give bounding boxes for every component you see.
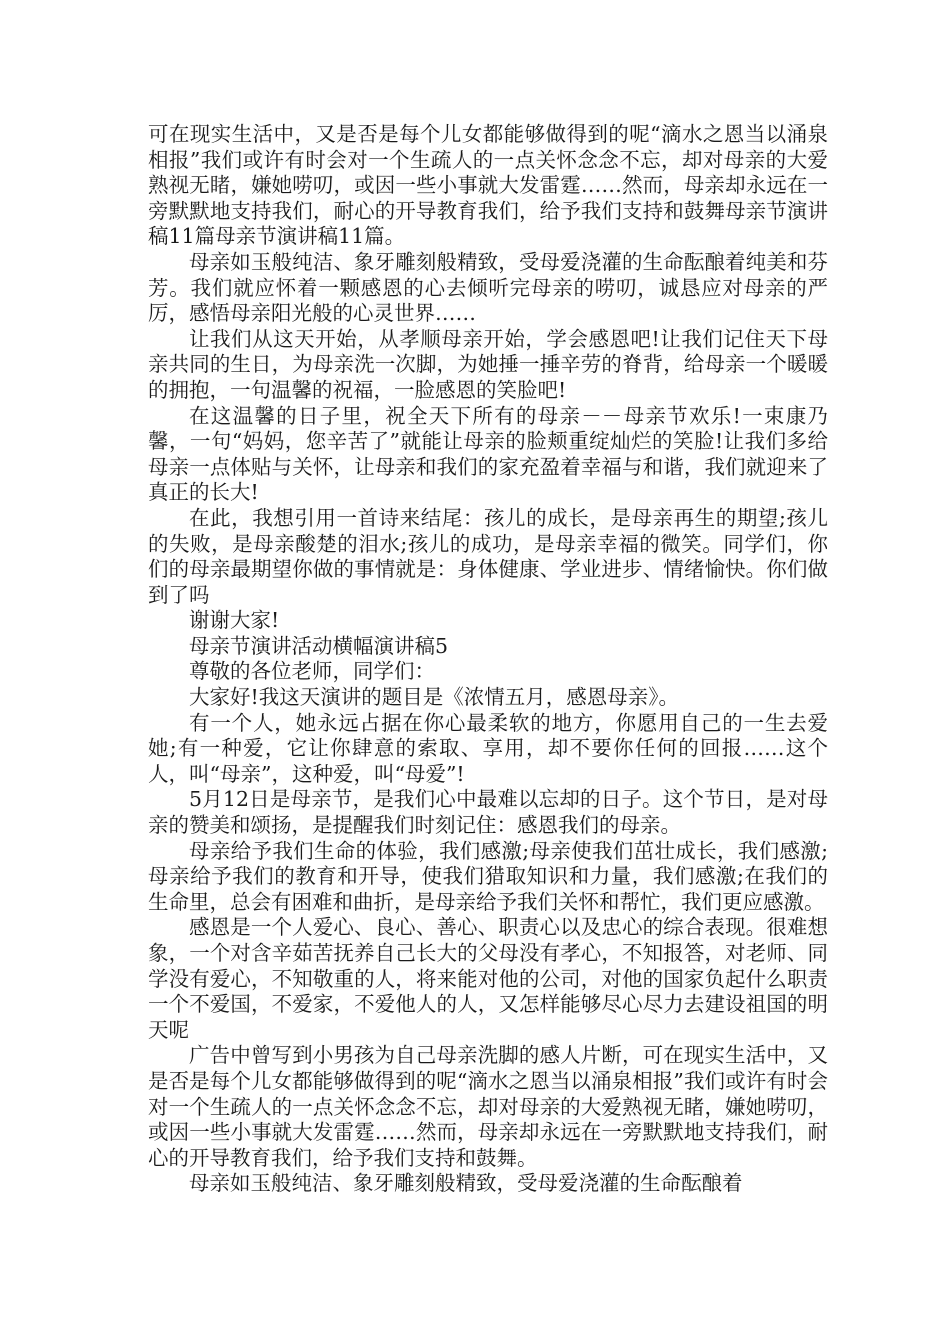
paragraph-3: 让我们从这天开始，从孝顺母亲开始，学会感恩吧!让我们记住天下母亲共同的生日，为母亲洗一次脚，为她捶一捶辛劳的脊背，给母亲一个暖暖的拥抱，一句温馨的祝福，一脸感恩的笑脸吧! xyxy=(148,326,828,402)
document-page xyxy=(148,122,828,1197)
section-heading: 母亲节演讲活动横幅演讲稿5 xyxy=(189,633,449,658)
paragraph-9: 大家好!我这天演讲的题目是《浓情五月，感恩母亲》。 xyxy=(189,685,679,710)
paragraph-12: 母亲给予我们生命的体验，我们感激;母亲使我们茁壮成长，我们感激;母亲给予我们的教育和开导，使我们猎取知识和力量，我们感激;在我们的生命里，总会有困难和曲折，是母亲给予我们关怀和帮忙，我们更应感激。 xyxy=(148,838,828,914)
paragraph-2: 母亲如玉般纯洁、象牙雕刻般精致，受母爱浇灌的生命酝酿着纯美和芬芳。我们就应怀着一颗感恩的心去倾听完母亲的唠叨，诚恳应对母亲的严厉，感悟母亲阳光般的心灵世界…… xyxy=(148,249,828,326)
salutation: 尊敬的各位老师，同学们： xyxy=(189,659,435,684)
paragraph-10: 有一个人，她永远占据在你心最柔软的地方，你愿用自己的一生去爱她;有一种爱，它让你肆意的索取、享用，却不要你任何的回报……这个人，叫“母亲”，这种爱，叫“母爱”! xyxy=(148,710,828,786)
paragraph-14: 广告中曾写到小男孩为自己母亲洗脚的感人片断，可在现实生活中，又是否是每个儿女都能够做得到的呢“滴水之恩当以涌泉相报”我们或许有时会对一个生疏人的一点关怀念念不忘，却对母亲的大爱熟视无睹，嫌她唠叨，或因一些小事就大发雷霆……然而，母亲却永远在一旁默默地支持我们，耐心的开导教育我们，给予我们支持和鼓舞。 xyxy=(148,1043,828,1170)
paragraph-5: 在此，我想引用一首诗来结尾：孩儿的成长，是母亲再生的期望;孩儿的失败，是母亲酸楚的泪水;孩儿的成功，是母亲幸福的微笑。同学们，你们的母亲最期望你做的事情就是：身体健康、学业进步、情绪愉快。你们做到了吗 xyxy=(148,505,828,607)
paragraph-13: 感恩是一个人爱心、良心、善心、职责心以及忠心的综合表现。很难想象，一个对含辛茹苦抚养自己长大的父母没有孝心，不知报答，对老师、同学没有爱心，不知敬重的人，将来能对他的公司，对他的国家负起什么职责一个不爱国，不爱家，不爱他人的人，又怎样能够尽心尽力去建设祖国的明天呢 xyxy=(148,915,828,1042)
paragraph-11: 5月12日是母亲节，是我们心中最难以忘却的日子。这个节日，是对母亲的赞美和颂扬，是提醒我们时刻记住：感恩我们的母亲。 xyxy=(148,787,828,838)
paragraph-15: 母亲如玉般纯洁、象牙雕刻般精致，受母爱浇灌的生命酝酿着 xyxy=(189,1171,743,1196)
paragraph-4: 在这温馨的日子里，祝全天下所有的母亲－－母亲节欢乐!一束康乃馨，一句“妈妈，您辛苦了”就能让母亲的脸颊重绽灿烂的笑脸!让我们多给母亲一点体贴与关怀，让母亲和我们的家充盈着幸福与和谐，我们就迎来了真正的长大! xyxy=(148,403,828,505)
paragraph-6: 谢谢大家! xyxy=(189,608,280,633)
paragraph-1: 可在现实生活中，又是否是每个儿女都能够做得到的呢“滴水之恩当以涌泉相报”我们或许有时会对一个生疏人的一点关怀念念不忘，却对母亲的大爱熟视无睹，嫌她唠叨，或因一些小事就大发雷霆……然而，母亲却永远在一旁默默地支持我们，耐心的开导教育我们，给予我们支持和鼓舞母亲节演讲稿11篇母亲节演讲稿11篇。 xyxy=(148,122,828,249)
